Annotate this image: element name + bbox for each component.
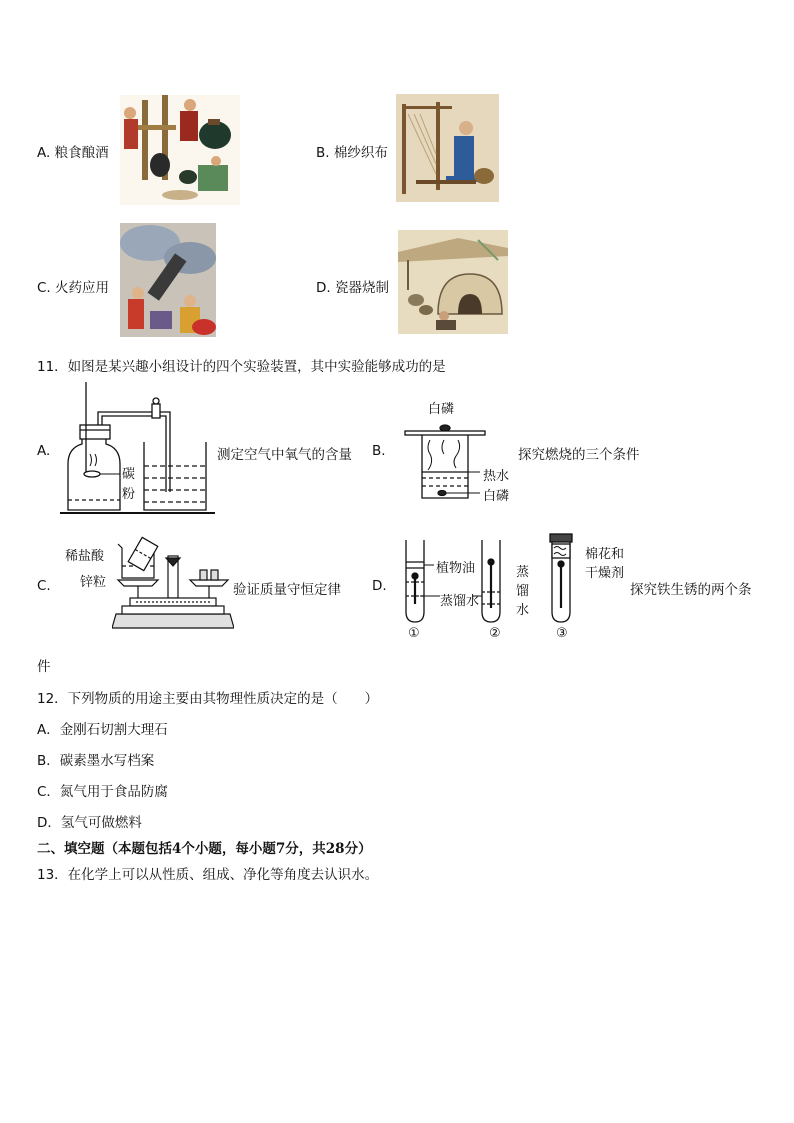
label-dilute-hcl: 稀盐酸	[65, 549, 105, 564]
option-a	[37, 141, 109, 161]
q11-option-b-letter: B.	[372, 443, 386, 459]
balance-apparatus	[112, 536, 234, 634]
label-carbon-1: 碳	[122, 467, 136, 482]
q11-option-d-text: 探究铁生锈的两个条	[630, 582, 752, 598]
label-cotton-2: 干燥剂	[585, 566, 625, 581]
option-text: 粮食酿酒	[54, 145, 109, 161]
combustion-apparatus	[400, 416, 490, 502]
q11-option-c-text: 验证质量守恒定律	[233, 582, 341, 598]
label-cotton-1: 棉花和	[585, 547, 625, 562]
gunpowder-image	[120, 223, 216, 337]
option-text: 火药应用	[55, 280, 110, 296]
option-text: 瓷器烧制	[334, 280, 389, 296]
label-zinc: 锌粒	[80, 575, 107, 590]
section-title: 二、填空题（本题包括4个小题，每小题7分，共28分）	[37, 841, 372, 857]
label-carbon-2: 粉	[122, 487, 136, 502]
tube-number-1: ①	[408, 626, 420, 641]
q11-option-a-letter: A.	[37, 443, 51, 459]
q11-option-a-text: 测定空气中氧气的含量	[217, 447, 352, 463]
cotton-weaving-image	[396, 94, 499, 202]
label-distilled-water-1: 蒸馏水	[440, 594, 480, 609]
option-letter: A.	[37, 145, 51, 161]
q11-option-b-text: 探究燃烧的三个条件	[518, 447, 640, 463]
option-b	[316, 141, 388, 161]
question-11-stem: 11．如图是某兴趣小组设计的四个实验装置，其中实验能够成功的是	[37, 359, 446, 375]
option-text: 棉纱织布	[333, 145, 388, 161]
option-letter: D.	[316, 280, 331, 296]
label-distilled-water-2c: 水	[516, 603, 530, 618]
wine-brewing-image	[120, 95, 240, 205]
label-white-phosphorus-bottom: 白磷	[483, 489, 510, 504]
question-13-stem: 13．在化学上可以从性质、组成、净化等角度去认识水。	[37, 867, 379, 883]
option-letter: C.	[37, 280, 51, 296]
label-distilled-water-2a: 蒸	[516, 565, 530, 580]
q12-option-d: D．氢气可做燃料	[37, 815, 142, 831]
option-d	[316, 276, 389, 296]
q11-option-d-letter: D.	[372, 578, 387, 594]
label-vegetable-oil: 植物油	[436, 561, 476, 576]
porcelain-kiln-image	[398, 230, 508, 334]
q12-option-a: A．金刚石切割大理石	[37, 722, 168, 738]
option-c	[37, 276, 109, 296]
option-letter: B.	[316, 145, 330, 161]
q12-option-c: C．氮气用于食品防腐	[37, 784, 168, 800]
label-white-phosphorus-top: 白磷	[428, 402, 455, 417]
q11-option-c-letter: C.	[37, 578, 51, 594]
tube-number-2: ②	[489, 626, 501, 641]
q12-option-b: B．碳素墨水写档案	[37, 753, 155, 769]
label-hot-water: 热水	[483, 469, 510, 484]
q11-option-d-continuation: 件	[37, 659, 51, 675]
oxygen-measurement-apparatus	[60, 382, 215, 520]
label-distilled-water-2b: 馏	[516, 584, 530, 599]
question-12-stem: 12．下列物质的用途主要由其物理性质决定的是（ ）	[37, 691, 379, 707]
tube-number-3: ③	[556, 626, 568, 641]
